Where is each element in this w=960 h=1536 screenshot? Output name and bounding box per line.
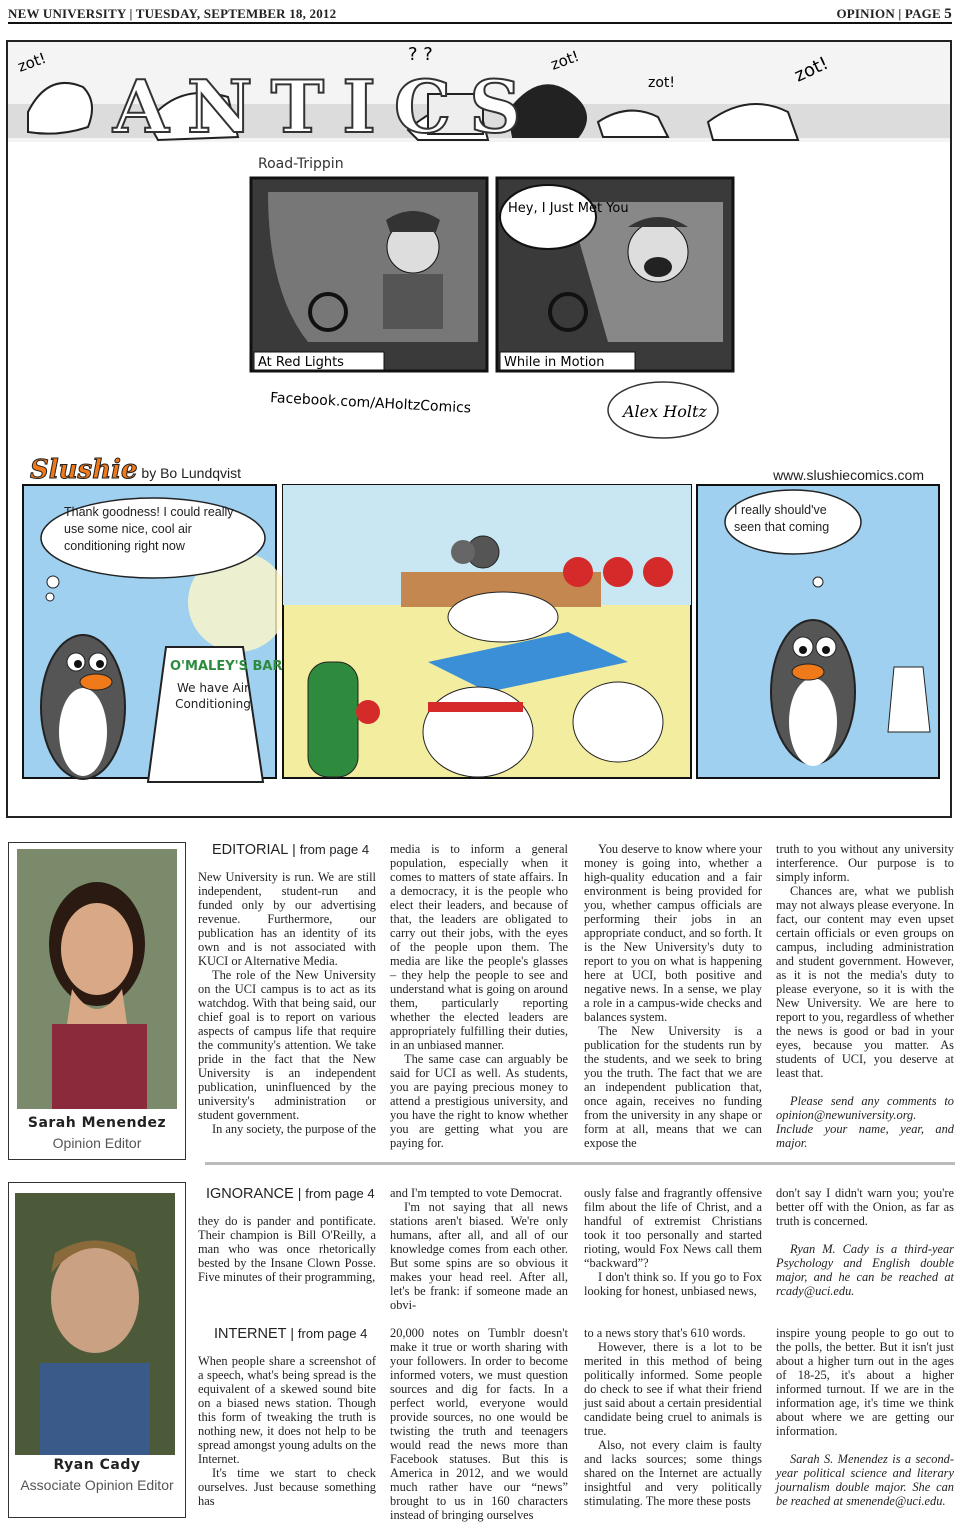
- author-name: Sarah Menendez: [27, 1115, 167, 1131]
- question-marks-icon: ? ?: [408, 44, 433, 65]
- internet-col-1: INTERNET | from page 4 When people share a screenshot of a speech, what's being spread is the equivalent of a skewed sound bite on a biased news station. Though this form of tweaking the truth is nothing new, it does not help to be spread amongst young adults on the Internet. It's time we start to check ourselves. Just because something has: [198, 1325, 376, 1508]
- antics-strip-caption: Road-Trippin: [258, 156, 344, 172]
- zot-label: zot!: [548, 46, 582, 74]
- editorial-col-4: truth to you without any university interference. Our purpose is to simply inform. Chances are, what we publish may not always please everyone. In fact, our content may even upset certain officials or even groups on campus, including administration and student government. However, as it is not the media's duty to please everyone, so it is with the New University. We are here to report to you, regardless of whether the news is good or bad in your eyes, because you matter. As students of UCI, you deserve at least that. Please send any comments to opinion@newuniversity.org. Include your name, year, and major.: [776, 842, 954, 1150]
- editorial-col-1: EDITORIAL | from page 4 New University is run. We are still independent, student-run and funded only by our advertising revenue. Furthermore, our publication has an identity of its own and is not associated with KUCI or Alternative Media. The role of the New University on the UCI campus is to act as its watchdog. With that being said, our chief goal is to report on various aspects of campus life that require the community's attention. We take pride in the fact that the New University is an independent publication, uninfluenced by the university's administration or student government. In any society, the purpose of the: [198, 841, 377, 1136]
- slushie-url: www.slushiecomics.com: [773, 467, 924, 483]
- ignorance-col-3: ously false and fragrantly offensive film about the life of Christ, and a handful of extremist Christians took it too personally and started rioting, would Fox News call them “backward”? I don't think so. If you go to Fox looking for honest, unbiased news,: [584, 1186, 762, 1298]
- internet-col-3: to a news story that's 610 words. However, there is a lot to be merited in this method of being politically informed. Some people do check to see if what their friend just said about a certain presidential candidate being cruel to animals is true. Also, not every claim is faulty and lacks sources; some things shared on the Internet are actually insightful and very politically stimulating. The more these posts: [584, 1326, 762, 1508]
- zot-label: zot!: [648, 75, 676, 91]
- comics-section: [6, 40, 952, 818]
- slushie-byline: by Bo Lundqvist: [141, 465, 242, 481]
- sign-text: We have Air Conditioning: [175, 681, 251, 711]
- author-photo-ryan: [15, 1193, 175, 1455]
- antics-panel-2: [497, 178, 733, 371]
- slushie-thought-1: Thank goodness! I could really use some nice, cool air conditioning right now: [64, 505, 234, 553]
- comics-artwork: [8, 42, 950, 816]
- editorial-col-3: You deserve to know where your money is going into, whether a high-quality education and a fair environment is being provided for you, whether campus officials are performing their jobs in an appropriate conduct, and so forth. It is the New University's duty to report to you on what is happening here at UCI, both positive and negative news. In a sense, we play a role in a campus-wide checks and balances system. The New University is a publication for the students run by the students, and we seek to bring you the truth. The fact that we are an independent publication that, once again, receives no funding from the university in any shape or form at all, means that we can expose the: [584, 842, 762, 1150]
- ignorance-col-1: IGNORANCE | from page 4 they do is pander and pontificate. Their champion is Bill O'Reilly, a man who was once rhetorically bested by the Insane Clown Posse. Five minutes of their programming,: [198, 1185, 376, 1284]
- antics-credit-url: Facebook.com/AHoltzComics: [269, 390, 472, 417]
- antics-panel-1: [251, 178, 487, 371]
- antics-signature: Alex Holtz: [623, 402, 707, 421]
- section-label: OPINION | PAGE: [836, 6, 941, 21]
- author-name: Ryan Cady: [53, 1457, 141, 1473]
- zot-label: zot!: [15, 48, 49, 76]
- jump-head: EDITORIAL | from page 4: [212, 841, 370, 858]
- sign-name: O'MALEY'S BAR: [170, 659, 283, 674]
- section-page: [836, 6, 952, 23]
- author-photo-box: [8, 1182, 186, 1518]
- slushie-thought-3: I really should've seen that coming: [734, 503, 830, 534]
- author-photo-sarah: [17, 849, 177, 1109]
- speech-bubble-text: Hey, I Just Met You: [508, 201, 629, 216]
- page-header: [8, 4, 952, 24]
- panel-caption: At Red Lights: [258, 355, 344, 370]
- antics-title: ANTICS: [113, 64, 540, 149]
- slushie-panel-2: [283, 485, 691, 778]
- author-role: Associate Opinion Editor: [20, 1477, 174, 1493]
- internet-col-2: 20,000 notes on Tumblr doesn't make it true or worth sharing with your followers. In order to become informed voters, we must question sources and dig for facts. In a perfect world, everyone would provide sources, no one would be twisting the truth and teenagers would read the news more than Facebook statuses. But this is America in 2012, and we would much rather have our “news” brought to us in 160 characters instead of bringing ourselves: [390, 1326, 568, 1522]
- section-divider: [205, 1162, 955, 1165]
- jump-head: INTERNET | from page 4: [214, 1325, 368, 1342]
- ignorance-col-4: don't say I didn't warn you; you're better off with the Onion, as far as truth is concerned. Ryan M. Cady is a third-year Psychology and English double major, and he can be reached at rcady@uci.edu.: [776, 1186, 954, 1298]
- ignorance-col-2: and I'm tempted to vote Democrat. I'm not saying that all news stations aren't biased. We're only humans, after all, and all of our knowledge comes from each other. But some spins are so obvious it makes your head reel. After all, let's be frank: if someone made an obvi-: [390, 1186, 568, 1312]
- jump-head: IGNORANCE | from page 4: [206, 1185, 375, 1202]
- editorial-col-2: media is to inform a general population, especially when it comes to matters of state affairs. In a democracy, it is the people who elect their leaders, and because of that, the leaders are obligated to carry out their jobs, with the eyes of the people upon them. The media are like the people's glasses – they help the people to see and understand what is going on around them, particularly reporting whether the elected leaders are appropriately fulfilling their duties, in an unbiased manner. The same case can arguably be said for UCI as well. As students, you are paying precious money to attend a prestigious university, and you have the right to know whether you are getting what you are paying for.: [390, 842, 568, 1150]
- masthead-date: NEW UNIVERSITY | TUESDAY, SEPTEMBER 18, 2012: [8, 6, 337, 21]
- author-photo-box: [8, 842, 186, 1160]
- panel-caption: While in Motion: [504, 355, 605, 370]
- zot-label: zot!: [791, 52, 832, 87]
- slushie-header: [30, 455, 241, 485]
- page-number: 5: [944, 6, 952, 22]
- internet-col-4: inspire young people to go out to the polls, the better. But it isn't just about a higher turn out in the ages of 18-25, it's about a higher informed turnout. If we are in the information age, it's time we think about where we are getting our information. Sarah S. Menendez is a second-year political science and literary journalism double major. She can be reached at smenende@uci.edu.: [776, 1326, 954, 1508]
- slushie-logo: Slushie: [30, 455, 138, 485]
- author-role: Opinion Editor: [52, 1135, 142, 1151]
